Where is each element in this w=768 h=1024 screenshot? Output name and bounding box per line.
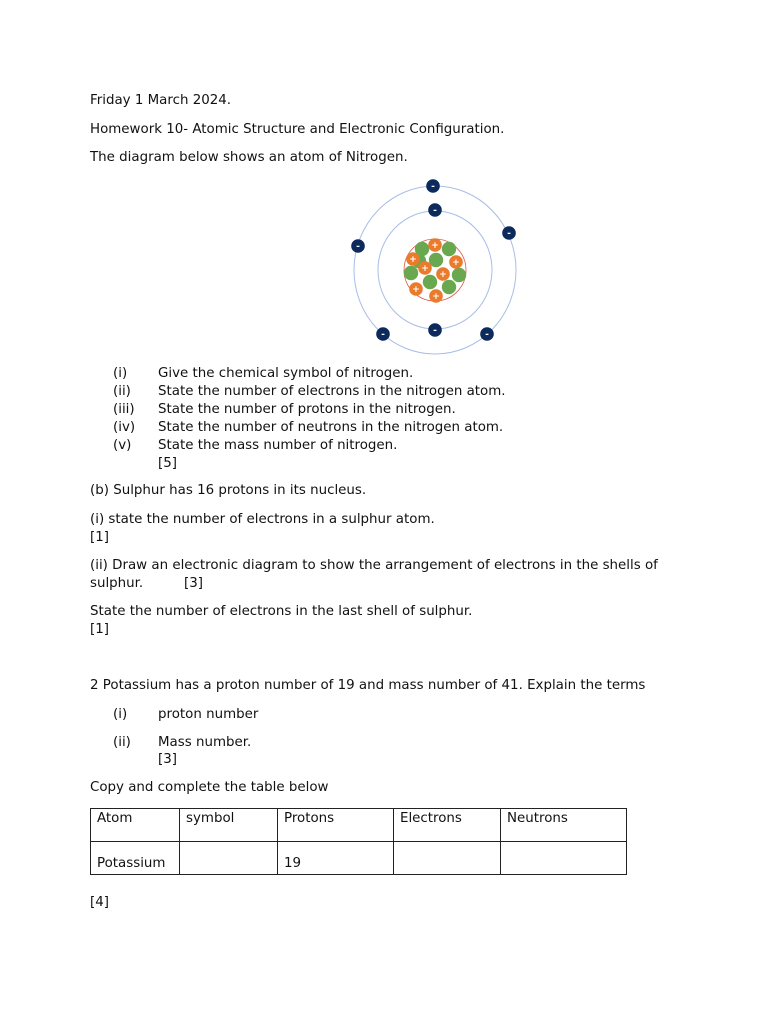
electron [426, 179, 440, 193]
proton [436, 267, 450, 281]
table-cell [180, 842, 278, 875]
svg-text:+: + [432, 290, 440, 302]
table-header-cell: Atom [91, 809, 180, 842]
svg-text:-: - [507, 227, 511, 239]
table-cell [501, 842, 627, 875]
part-b-ii-text: (ii) Draw an electronic diagram to show the arrangement of electrons in the shells of [90, 558, 658, 573]
svg-text:+: + [421, 262, 429, 274]
svg-text:-: - [485, 328, 489, 340]
intro-text: The diagram below shows an atom of Nitrogen. [90, 150, 408, 165]
proton [418, 261, 432, 275]
electron [428, 323, 442, 337]
q2-item-text: proton number [158, 707, 259, 722]
part-b-ii-marks: [3] [184, 576, 203, 591]
nitrogen-atom-diagram [345, 175, 525, 360]
q1-item-number: (i) [113, 366, 128, 381]
q1-item-text: State the number of protons in the nitrogen. [158, 402, 456, 417]
proton [429, 289, 443, 303]
q1-item-number: (v) [113, 438, 132, 453]
part-b-ii-text-cont: sulphur. [90, 576, 144, 591]
proton [409, 282, 423, 296]
svg-text:+: + [439, 268, 447, 280]
table-cell: 19 [278, 842, 394, 875]
part-b-i-marks: [1] [90, 530, 109, 545]
neutron [442, 242, 456, 256]
q1-item-number: (ii) [113, 384, 131, 399]
table-intro: Copy and complete the table below [90, 780, 329, 795]
homework-title: Homework 10- Atomic Structure and Electronic Configuration. [90, 122, 505, 137]
svg-text:-: - [433, 324, 437, 336]
svg-text:-: - [381, 328, 385, 340]
proton [428, 238, 442, 252]
q1-item-text: State the number of neutrons in the nitrogen atom. [158, 420, 504, 435]
q2-marks: [3] [158, 752, 177, 767]
electron [480, 327, 494, 341]
q2-item-text: Mass number. [158, 735, 252, 750]
q1-item-number: (iv) [113, 420, 136, 435]
potassium-table [90, 808, 627, 875]
electron [428, 203, 442, 217]
electron [502, 226, 516, 240]
q2-item-number: (i) [113, 707, 128, 722]
table-header-row [91, 809, 627, 842]
table-cell: Potassium [91, 842, 180, 875]
date-line: Friday 1 March 2024. [90, 93, 232, 108]
svg-text:+: + [431, 239, 439, 251]
table-header-cell: Neutrons [501, 809, 627, 842]
neutron [404, 266, 418, 280]
svg-text:+: + [452, 256, 460, 268]
q1-marks: [5] [158, 456, 177, 471]
table-header-cell: symbol [180, 809, 278, 842]
q2-item-number: (ii) [113, 735, 131, 750]
svg-text:+: + [409, 253, 417, 265]
last-shell-marks: [1] [90, 622, 109, 637]
part-b-i-text: (i) state the number of electrons in a sulphur atom. [90, 512, 435, 527]
proton [406, 252, 420, 266]
svg-text:+: + [412, 283, 420, 295]
electron [376, 327, 390, 341]
table-marks: [4] [90, 895, 109, 910]
q1-item-text: State the mass number of nitrogen. [158, 438, 398, 453]
last-shell-text: State the number of electrons in the last shell of sulphur. [90, 604, 473, 619]
svg-text:-: - [356, 240, 360, 252]
part-b-intro: (b) Sulphur has 16 protons in its nucleus. [90, 483, 367, 498]
table-row [91, 842, 627, 875]
neutron [452, 268, 466, 282]
question-2-text: 2 Potassium has a proton number of 19 and mass number of 41. Explain the terms [90, 678, 646, 693]
proton [449, 255, 463, 269]
table-header-cell: Protons [278, 809, 394, 842]
svg-text:-: - [433, 204, 437, 216]
neutron [423, 275, 437, 289]
table-header-cell: Electrons [394, 809, 501, 842]
table-cell [394, 842, 501, 875]
q1-item-text: State the number of electrons in the nitrogen atom. [158, 384, 506, 399]
q1-item-text: Give the chemical symbol of nitrogen. [158, 366, 414, 381]
electron [351, 239, 365, 253]
inner-shell [378, 211, 492, 329]
svg-text:-: - [431, 180, 435, 192]
q1-item-number: (iii) [113, 402, 135, 417]
neutron [442, 280, 456, 294]
